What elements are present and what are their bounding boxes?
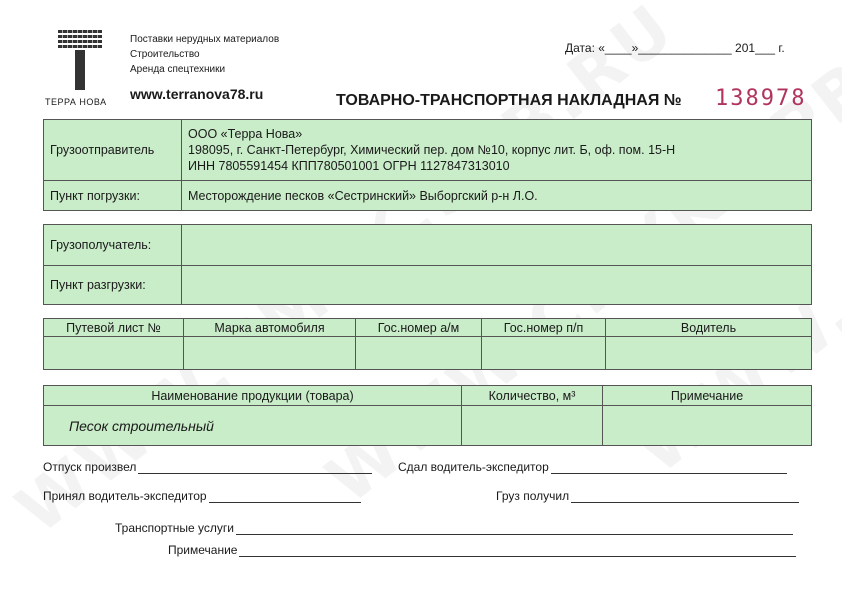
table-row bbox=[44, 406, 812, 446]
consignee-table bbox=[43, 224, 812, 305]
released-by-field bbox=[43, 460, 372, 474]
unloading-point-label: Пункт разгрузки: bbox=[44, 266, 182, 305]
col-product-name: Наименование продукции (товара) bbox=[44, 386, 462, 406]
car-brand-cell[interactable] bbox=[184, 337, 356, 370]
transport-table bbox=[43, 318, 812, 370]
col-note: Примечание bbox=[603, 386, 812, 406]
consignee-value[interactable] bbox=[182, 225, 812, 266]
car-plate-cell[interactable] bbox=[356, 337, 482, 370]
released-by-line[interactable] bbox=[138, 461, 372, 474]
shipper-name: ООО «Терра Нова» bbox=[188, 127, 303, 141]
waybill-cell[interactable] bbox=[44, 337, 184, 370]
received-by-line[interactable] bbox=[571, 490, 799, 503]
company-tagline: Строительство bbox=[130, 49, 200, 60]
loading-point-value: Месторождение песков «Сестринский» Выборгский р-н Л.О. bbox=[182, 181, 812, 211]
company-logo-name: ТЕРРА НОВА bbox=[45, 97, 107, 107]
loading-point-label: Пункт погрузки: bbox=[44, 181, 182, 211]
col-quantity: Количество, м³ bbox=[462, 386, 603, 406]
trailer-plate-cell[interactable] bbox=[482, 337, 606, 370]
col-car-plate: Гос.номер а/м bbox=[356, 319, 482, 337]
shipper-ids: ИНН 7805591454 КПП780501001 ОГРН 1127847313010 bbox=[188, 159, 510, 173]
shipper-table bbox=[43, 119, 812, 211]
unloading-point-value[interactable] bbox=[182, 266, 812, 305]
company-tagline: Аренда спецтехники bbox=[130, 64, 226, 75]
col-waybill: Путевой лист № bbox=[44, 319, 184, 337]
company-logo-icon bbox=[58, 30, 102, 90]
document-title: ТОВАРНО-ТРАНСПОРТНАЯ НАКЛАДНАЯ № bbox=[336, 92, 682, 109]
accepted-by-line[interactable] bbox=[209, 490, 361, 503]
received-by-field bbox=[496, 489, 799, 503]
handed-by-field bbox=[398, 460, 787, 474]
shipper-address: 198095, г. Санкт-Петербург, Химический пер. дом №10, корпус лит. Б, оф. пом. 15-Н bbox=[188, 143, 676, 157]
handed-by-line[interactable] bbox=[551, 461, 787, 474]
note-cell[interactable] bbox=[603, 406, 812, 446]
note-label: Примечание bbox=[168, 543, 238, 557]
shipper-label: Грузоотправитель bbox=[44, 120, 182, 181]
note-line[interactable] bbox=[239, 544, 796, 557]
shipper-value bbox=[182, 120, 812, 181]
document-number: 138978 bbox=[715, 86, 807, 111]
transport-services-line[interactable] bbox=[236, 522, 793, 535]
handed-by-label: Сдал водитель-экспедитор bbox=[398, 460, 549, 474]
product-name-cell: Песок строительный bbox=[44, 406, 462, 446]
product-table bbox=[43, 385, 812, 446]
received-by-label: Груз получил bbox=[496, 489, 570, 503]
released-by-label: Отпуск произвел bbox=[43, 460, 137, 474]
transport-services-label: Транспортные услуги bbox=[115, 521, 234, 535]
driver-cell[interactable] bbox=[606, 337, 812, 370]
col-driver: Водитель bbox=[606, 319, 812, 337]
col-car-brand: Марка автомобиля bbox=[184, 319, 356, 337]
accepted-by-label: Принял водитель-экспедитор bbox=[43, 489, 207, 503]
company-website: www.terranova78.ru bbox=[130, 86, 264, 102]
date-field: Дата: «____»______________ 201___ г. bbox=[565, 41, 785, 55]
note-field bbox=[168, 543, 796, 557]
company-tagline: Поставки нерудных материалов bbox=[130, 34, 280, 45]
col-trailer-plate: Гос.номер п/п bbox=[482, 319, 606, 337]
transport-services-field bbox=[115, 521, 793, 535]
accepted-by-field bbox=[43, 489, 361, 503]
consignee-label: Грузополучатель: bbox=[44, 225, 182, 266]
quantity-cell[interactable] bbox=[462, 406, 603, 446]
